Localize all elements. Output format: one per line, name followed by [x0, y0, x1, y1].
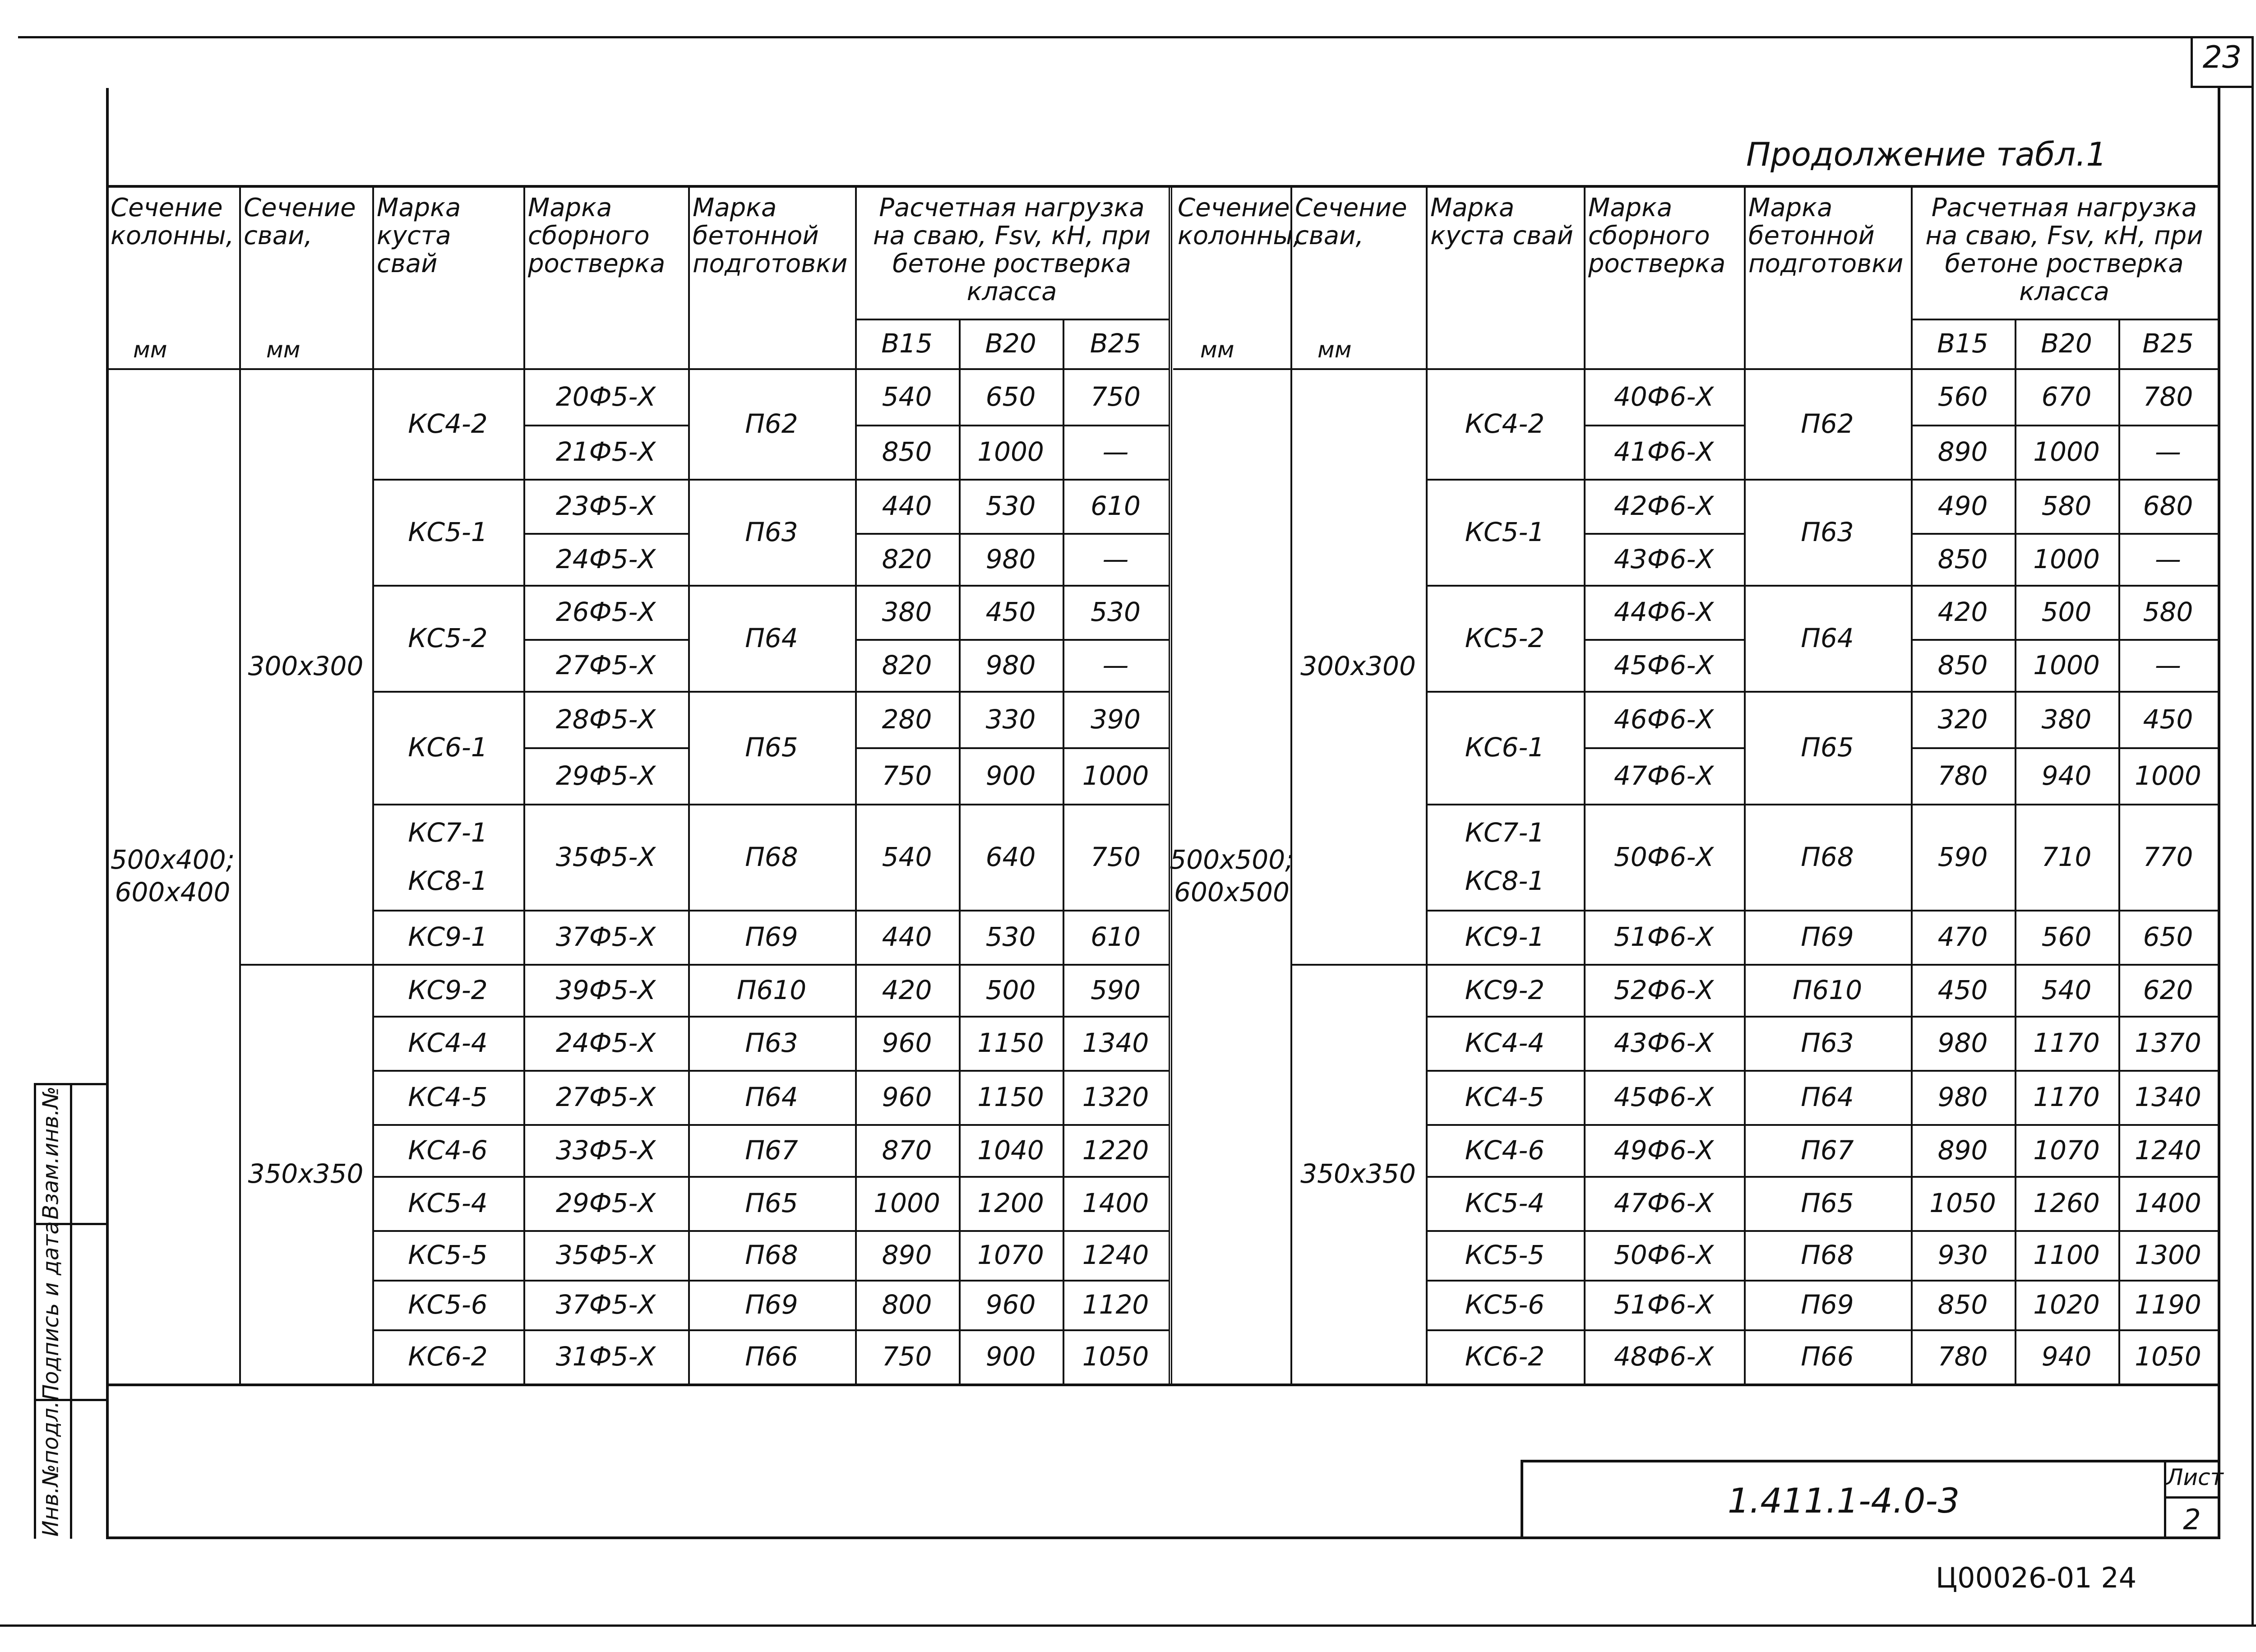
cell-load-value: 540	[2041, 974, 2092, 1005]
cell-load-value: 450	[2143, 703, 2193, 735]
cell-col-section: 500x500; 600x500	[1170, 844, 1294, 907]
cell-grillage-mark: 47Ф6-Х	[1613, 760, 1714, 791]
cell-load-value: 1300	[2135, 1240, 2201, 1270]
cell-load-value: 800	[882, 1289, 932, 1320]
cell-bush-mark: КС5-2	[1465, 622, 1545, 653]
cell-prep-mark: П67	[745, 1134, 798, 1166]
pile-table	[106, 185, 2218, 1386]
cell-bush-mark: КС5-2	[408, 622, 488, 653]
cell-load-value: 930	[1937, 1240, 1988, 1270]
cell-grillage-mark: 29Ф5-Х	[555, 760, 656, 791]
cell-load-value: 1120	[1082, 1289, 1149, 1320]
cell-grillage-mark: 26Ф5-Х	[555, 597, 656, 627]
cell-load-value: 1040	[977, 1134, 1044, 1166]
cell-grillage-mark: 33Ф5-Х	[555, 1134, 656, 1166]
table-caption: Продолжение табл.1	[1746, 135, 2107, 173]
document-code: 1.411.1-4.0-3	[1727, 1481, 1960, 1521]
cell-grillage-mark: 37Ф5-Х	[555, 921, 656, 952]
cell-load-value: 1000	[2135, 760, 2201, 791]
cell-prep-mark: П69	[745, 921, 798, 952]
header-unit: мм	[1200, 337, 1234, 363]
cell-bush-mark: КС5-1	[408, 516, 488, 547]
cell-grillage-mark: 44Ф6-Х	[1613, 597, 1714, 627]
cell-load-value: 590	[1091, 974, 1141, 1005]
cell-prep-mark: П62	[1801, 408, 1854, 439]
cell-load-value: 1000	[2033, 649, 2100, 680]
cell-grillage-mark: 49Ф6-Х	[1613, 1134, 1714, 1166]
header-concrete-prep-mark: Марка бетонной подготовки	[693, 193, 848, 278]
cell-prep-mark: П63	[1801, 516, 1854, 547]
cell-load-value: 780	[1937, 760, 1988, 791]
cell-grillage-mark: 24Ф5-Х	[555, 1027, 656, 1058]
header-class-1: В15	[1937, 328, 1988, 359]
cell-grillage-mark: 27Ф5-Х	[555, 649, 656, 680]
cell-bush-mark: КС5-5	[408, 1240, 488, 1270]
frame-right-line	[2218, 88, 2220, 1539]
cell-load-value: 470	[1937, 921, 1988, 952]
cell-load-value: 890	[1937, 1134, 1988, 1166]
cell-bush-mark: КС5-5	[1465, 1240, 1545, 1270]
cell-prep-mark: П69	[1801, 921, 1854, 952]
cell-prep-mark: П69	[1801, 1289, 1854, 1320]
sheet-number: 2	[2183, 1503, 2201, 1536]
cell-grillage-mark: 35Ф5-Х	[555, 1240, 656, 1270]
cell-pile-section: 350x350	[248, 1158, 364, 1189]
cell-grillage-mark: 31Ф5-Х	[555, 1341, 656, 1372]
cell-load-value: 1070	[977, 1240, 1044, 1270]
cell-load-value: —	[1102, 436, 1129, 467]
cell-load-value: 280	[882, 703, 932, 735]
header-unit: мм	[266, 337, 300, 363]
sheet-right-line	[2251, 36, 2254, 1627]
cell-load-value: 680	[2143, 491, 2193, 521]
cell-load-value: 590	[1937, 841, 1988, 872]
sheet-top-line	[18, 36, 2254, 38]
cell-load-value: 1320	[1082, 1082, 1149, 1112]
cell-grillage-mark: 51Ф6-Х	[1613, 921, 1714, 952]
cell-load-value: 620	[2143, 974, 2193, 1005]
cell-prep-mark: П610	[736, 974, 807, 1005]
cell-load-value: 980	[985, 649, 1036, 680]
cell-load-value: 610	[1091, 491, 1141, 521]
cell-load-value: 390	[1091, 703, 1141, 735]
cell-load-value: 850	[1937, 649, 1988, 680]
cell-grillage-mark: 37Ф5-Х	[555, 1289, 656, 1320]
cell-load-value: 670	[2041, 381, 2092, 412]
cell-load-value: 850	[1937, 543, 1988, 574]
cell-pile-section: 350x350	[1300, 1158, 1416, 1189]
header-col-section: Сечение колонны,	[1178, 193, 1301, 250]
header-class-2: В20	[2041, 328, 2092, 359]
cell-grillage-mark: 42Ф6-Х	[1613, 491, 1714, 521]
cell-load-value: 560	[2041, 921, 2092, 952]
page-number: 23	[2202, 40, 2242, 75]
cell-load-value: 750	[1091, 381, 1141, 412]
cell-load-value: 780	[1937, 1341, 1988, 1372]
cell-grillage-mark: 29Ф5-Х	[555, 1188, 656, 1218]
cell-load-value: 450	[985, 597, 1036, 627]
cell-load-value: 1400	[2135, 1188, 2201, 1218]
cell-bush-mark: КС7-1	[1465, 817, 1545, 848]
cell-load-value: —	[2155, 649, 2181, 680]
cell-load-value: 440	[882, 921, 932, 952]
cell-bush-mark: КС4-5	[1465, 1082, 1545, 1112]
cell-load-value: 580	[2041, 491, 2092, 521]
cell-load-value: 1170	[2033, 1082, 2100, 1112]
stamp-divider	[70, 1083, 72, 1539]
cell-bush-mark: КС4-6	[408, 1134, 488, 1166]
page-number-box	[2191, 36, 2251, 88]
cell-bush-mark: КС8-1	[408, 865, 488, 897]
cell-prep-mark: П64	[745, 1082, 798, 1112]
header-load: Расчетная нагрузка на сваю, Fsv, кН, при бетоне ростверка класса	[1925, 193, 2203, 306]
cell-prep-mark: П65	[745, 732, 798, 763]
side-stamp	[34, 1083, 106, 1539]
cell-grillage-mark: 23Ф5-Х	[555, 491, 656, 521]
cell-load-value: 980	[985, 543, 1036, 574]
sheet-bottom-line	[0, 1624, 2256, 1627]
cell-prep-mark: П65	[1801, 1188, 1854, 1218]
cell-load-value: 780	[2143, 381, 2193, 412]
header-bush-mark: Марка куста свай	[377, 193, 461, 278]
cell-load-value: 850	[882, 436, 932, 467]
cell-prep-mark: П62	[745, 408, 798, 439]
cell-bush-mark: КС9-1	[408, 921, 488, 952]
cell-load-value: 440	[882, 491, 932, 521]
cell-bush-mark: КС4-4	[1465, 1027, 1545, 1058]
cell-load-value: 330	[985, 703, 1036, 735]
cell-load-value: 820	[882, 649, 932, 680]
cell-load-value: 530	[1091, 597, 1141, 627]
cell-load-value: 1050	[1082, 1341, 1149, 1372]
cell-load-value: 380	[882, 597, 932, 627]
cell-load-value: 1340	[1082, 1027, 1149, 1058]
cell-bush-mark: КС5-6	[1465, 1289, 1545, 1320]
cell-load-value: 490	[1937, 491, 1988, 521]
cell-load-value: 1000	[977, 436, 1044, 467]
cell-load-value: 650	[2143, 921, 2193, 952]
cell-load-value: 420	[882, 974, 932, 1005]
header-bush-mark: Марка куста свай	[1430, 193, 1573, 250]
cell-grillage-mark: 27Ф5-Х	[555, 1082, 656, 1112]
cell-prep-mark: П68	[1801, 1240, 1854, 1270]
cell-load-value: 1100	[2033, 1240, 2100, 1270]
cell-prep-mark: П68	[1801, 841, 1854, 872]
cell-grillage-mark: 51Ф6-Х	[1613, 1289, 1714, 1320]
cell-bush-mark: КС6-2	[1465, 1341, 1545, 1372]
cell-grillage-mark: 35Ф5-Х	[555, 841, 656, 872]
header-concrete-prep-mark: Марка бетонной подготовки	[1748, 193, 1904, 278]
header-col-section: Сечение колонны,	[111, 193, 234, 250]
cell-pile-section: 300x300	[1300, 651, 1416, 681]
cell-grillage-mark: 28Ф5-Х	[555, 703, 656, 735]
cell-prep-mark: П64	[1801, 1082, 1854, 1112]
cell-grillage-mark: 20Ф5-Х	[555, 381, 656, 412]
cell-load-value: 500	[2041, 597, 2092, 627]
cell-grillage-mark: 52Ф6-Х	[1613, 974, 1714, 1005]
cell-bush-mark: КС5-4	[1465, 1188, 1545, 1218]
cell-load-value: 540	[882, 841, 932, 872]
cell-prep-mark: П68	[745, 841, 798, 872]
cell-grillage-mark: 46Ф6-Х	[1613, 703, 1714, 735]
header-unit: мм	[133, 337, 167, 363]
cell-load-value: 1150	[977, 1027, 1044, 1058]
cell-grillage-mark: 24Ф5-Х	[555, 543, 656, 574]
header-class-3: В25	[2142, 328, 2194, 359]
cell-prep-mark: П65	[1801, 732, 1854, 763]
cell-load-value: 1340	[2135, 1082, 2201, 1112]
cell-load-value: 870	[882, 1134, 932, 1166]
cell-grillage-mark: 43Ф6-Х	[1613, 543, 1714, 574]
cell-load-value: 770	[2143, 841, 2193, 872]
cell-grillage-mark: 47Ф6-Х	[1613, 1188, 1714, 1218]
cell-bush-mark: КС4-2	[408, 408, 488, 439]
cell-load-value: 1050	[1929, 1188, 1996, 1218]
cell-prep-mark: П63	[745, 516, 798, 547]
cell-load-value: 750	[1091, 841, 1141, 872]
cell-grillage-mark: 50Ф6-Х	[1613, 1240, 1714, 1270]
cell-load-value: 960	[882, 1027, 932, 1058]
cell-grillage-mark: 40Ф6-Х	[1613, 381, 1714, 412]
cell-load-value: —	[1102, 543, 1129, 574]
cell-load-value: 1220	[1082, 1134, 1149, 1166]
cell-grillage-mark: 45Ф6-Х	[1613, 1082, 1714, 1112]
cell-load-value: 1240	[2135, 1134, 2201, 1166]
table-center-divider	[1169, 188, 1172, 1384]
cell-load-value: 940	[2041, 1341, 2092, 1372]
cell-load-value: 980	[1937, 1082, 1988, 1112]
cell-grillage-mark: 41Ф6-Х	[1613, 436, 1714, 467]
cell-prep-mark: П63	[745, 1027, 798, 1058]
cell-load-value: 450	[1937, 974, 1988, 1005]
cell-load-value: 750	[882, 1341, 932, 1372]
stamp-replace-inv: Взам.инв.№	[38, 1086, 64, 1220]
cell-bush-mark: КС8-1	[1465, 865, 1545, 897]
cell-load-value: 1240	[1082, 1240, 1149, 1270]
archive-number: Ц00026-01 24	[1936, 1561, 2137, 1594]
cell-bush-mark: КС5-4	[408, 1188, 488, 1218]
cell-load-value: 1150	[977, 1082, 1044, 1112]
header-pile-section: Сечение сваи,	[1295, 193, 1407, 250]
cell-load-value: 610	[1091, 921, 1141, 952]
header-class-3: В25	[1090, 328, 1142, 359]
cell-load-value: 1050	[2135, 1341, 2201, 1372]
cell-grillage-mark: 43Ф6-Х	[1613, 1027, 1714, 1058]
cell-bush-mark: КС6-1	[408, 732, 488, 763]
cell-bush-mark: КС5-6	[408, 1289, 488, 1320]
cell-load-value: 320	[1937, 703, 1988, 735]
cell-prep-mark: П69	[745, 1289, 798, 1320]
cell-load-value: 1070	[2033, 1134, 2100, 1166]
stamp-inv-orig: Инв.№подл.	[38, 1401, 64, 1537]
cell-load-value: 940	[2041, 760, 2092, 791]
cell-bush-mark: КС4-2	[1465, 408, 1545, 439]
cell-load-value: 1020	[2033, 1289, 2100, 1320]
cell-load-value: 560	[1937, 381, 1988, 412]
title-block	[1521, 1460, 2224, 1536]
title-block-divider	[2164, 1496, 2218, 1499]
cell-bush-mark: КС4-6	[1465, 1134, 1545, 1166]
cell-load-value: 1260	[2033, 1188, 2100, 1218]
cell-load-value: 530	[985, 921, 1036, 952]
cell-load-value: 850	[1937, 1289, 1988, 1320]
cell-bush-mark: КС9-2	[1465, 974, 1545, 1005]
cell-bush-mark: КС6-1	[1465, 732, 1545, 763]
cell-prep-mark: П68	[745, 1240, 798, 1270]
cell-prep-mark: П66	[745, 1341, 798, 1372]
cell-bush-mark: КС7-1	[408, 817, 488, 848]
cell-bush-mark: КС9-2	[408, 974, 488, 1005]
header-pile-section: Сечение сваи,	[244, 193, 356, 250]
cell-load-value: 1200	[977, 1188, 1044, 1218]
cell-load-value: 1170	[2033, 1027, 2100, 1058]
cell-prep-mark: П64	[1801, 622, 1854, 653]
header-load: Расчетная нагрузка на сваю, Fsv, кН, при бетоне ростверка класса	[873, 193, 1151, 306]
cell-load-value: 900	[985, 1341, 1036, 1372]
cell-load-value: 710	[2041, 841, 2092, 872]
cell-load-value: 1400	[1082, 1188, 1149, 1218]
cell-prep-mark: П610	[1792, 974, 1863, 1005]
cell-load-value: 750	[882, 760, 932, 791]
sheet-label: Лист	[2166, 1464, 2224, 1490]
cell-load-value: —	[1102, 649, 1129, 680]
cell-load-value: 530	[985, 491, 1036, 521]
cell-load-value: 1000	[2033, 436, 2100, 467]
cell-load-value: —	[2155, 436, 2181, 467]
cell-load-value: 650	[985, 381, 1036, 412]
cell-grillage-mark: 48Ф6-Х	[1613, 1341, 1714, 1372]
cell-bush-mark: КС4-4	[408, 1027, 488, 1058]
header-grillage-mark: Марка сборного ростверка	[1588, 193, 1726, 278]
cell-prep-mark: П66	[1801, 1341, 1854, 1372]
cell-load-value: 580	[2143, 597, 2193, 627]
cell-load-value: 980	[1937, 1027, 1988, 1058]
cell-bush-mark: КС6-2	[408, 1341, 488, 1372]
cell-grillage-mark: 45Ф6-Х	[1613, 649, 1714, 680]
header-class-2: В20	[985, 328, 1036, 359]
cell-load-value: 640	[985, 841, 1036, 872]
header-class-1: В15	[881, 328, 933, 359]
cell-grillage-mark: 39Ф5-Х	[555, 974, 656, 1005]
cell-prep-mark: П65	[745, 1188, 798, 1218]
cell-load-value: 420	[1937, 597, 1988, 627]
cell-bush-mark: КС4-5	[408, 1082, 488, 1112]
cell-bush-mark: КС9-1	[1465, 921, 1545, 952]
cell-load-value: 960	[985, 1289, 1036, 1320]
cell-prep-mark: П64	[745, 622, 798, 653]
cell-load-value: 1370	[2135, 1027, 2201, 1058]
cell-load-value: 1000	[1082, 760, 1149, 791]
cell-load-value: 1000	[2033, 543, 2100, 574]
cell-load-value: 1000	[874, 1188, 940, 1218]
cell-load-value: 820	[882, 543, 932, 574]
cell-load-value: 900	[985, 760, 1036, 791]
cell-col-section: 500x400; 600x400	[110, 844, 235, 907]
cell-bush-mark: КС5-1	[1465, 516, 1545, 547]
cell-grillage-mark: 21Ф5-Х	[555, 436, 656, 467]
cell-load-value: 890	[882, 1240, 932, 1270]
stamp-sign-date: Подпись и дата	[38, 1221, 64, 1401]
cell-grillage-mark: 50Ф6-Х	[1613, 841, 1714, 872]
cell-prep-mark: П63	[1801, 1027, 1854, 1058]
cell-load-value: 380	[2041, 703, 2092, 735]
header-grillage-mark: Марка сборного ростверка	[528, 193, 666, 278]
cell-load-value: 960	[882, 1082, 932, 1112]
cell-pile-section: 300x300	[248, 651, 364, 681]
cell-load-value: —	[2155, 543, 2181, 574]
cell-load-value: 540	[882, 381, 932, 412]
cell-prep-mark: П67	[1801, 1134, 1854, 1166]
cell-load-value: 500	[985, 974, 1036, 1005]
header-unit: мм	[1318, 337, 1352, 363]
cell-load-value: 890	[1937, 436, 1988, 467]
cell-load-value: 1190	[2135, 1289, 2201, 1320]
